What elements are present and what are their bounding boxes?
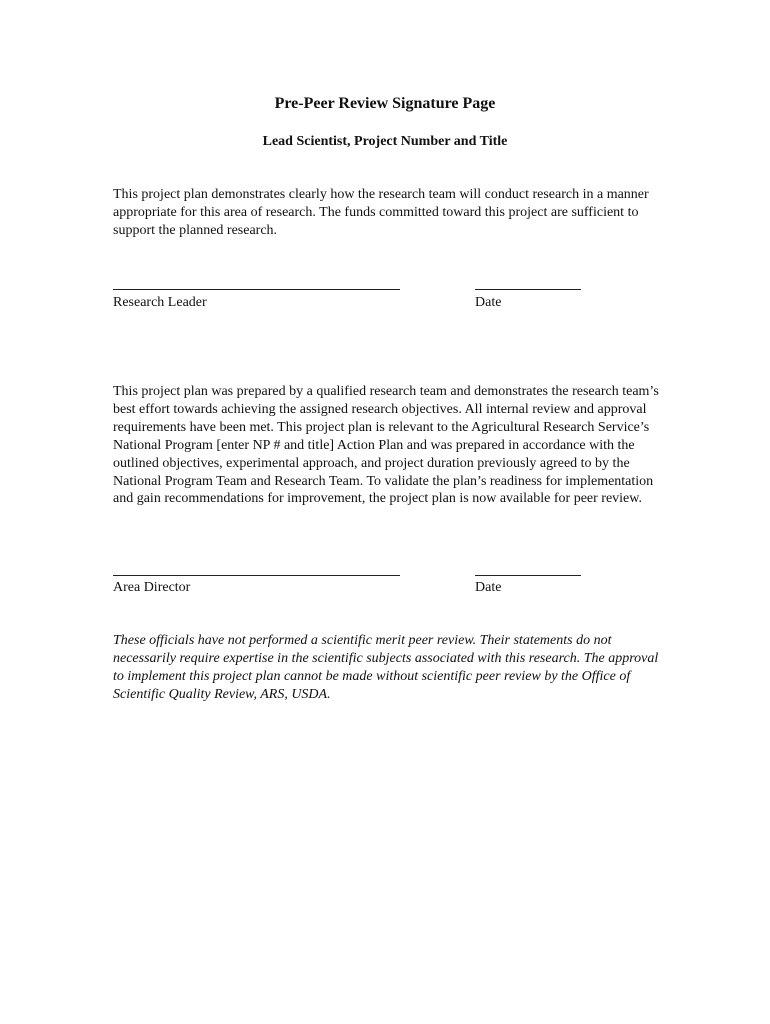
research-leader-date-label: Date bbox=[475, 295, 502, 310]
page-subtitle: Lead Scientist, Project Number and Title bbox=[262, 134, 508, 149]
area-director-signature-line bbox=[113, 575, 400, 576]
disclaimer-paragraph: These officials have not performed a scientific merit peer review. Their statements do not necessarily require expertise in the scientific subjects associated with this research. The approval to implement this project plan cannot be made without scientific peer review by the Office of Scientific Quality Review, ARS, USDA. bbox=[113, 633, 659, 702]
qualification-paragraph: This project plan was prepared by a qualified research team and demonstrates the research team’s best effort towards achieving the assigned research objectives. All internal review and approval requirements have been met. This project plan is relevant to the Agricultural Research Service’s National Program [enter NP # and title] Action Plan and was prepared in accordance with the outlined objectives, experimental approach, and project duration previously agreed to by the National Program Team and Research Team. To validate the plan’s readiness for implementation and gain recommendations for improvement, the project plan is now available for peer review. bbox=[113, 384, 659, 507]
research-leader-label: Research Leader bbox=[113, 295, 207, 310]
intro-paragraph: This project plan demonstrates clearly how the research team will conduct research in a manner appropriate for this area of research. The funds committed toward this project are sufficient to support the planned research. bbox=[113, 187, 649, 238]
area-director-date-line bbox=[475, 575, 581, 576]
area-director-label: Area Director bbox=[113, 580, 191, 595]
research-leader-signature-line bbox=[113, 289, 400, 290]
area-director-date-label: Date bbox=[475, 580, 502, 595]
page-title: Pre-Peer Review Signature Page bbox=[274, 95, 496, 112]
research-leader-date-line bbox=[475, 289, 581, 290]
